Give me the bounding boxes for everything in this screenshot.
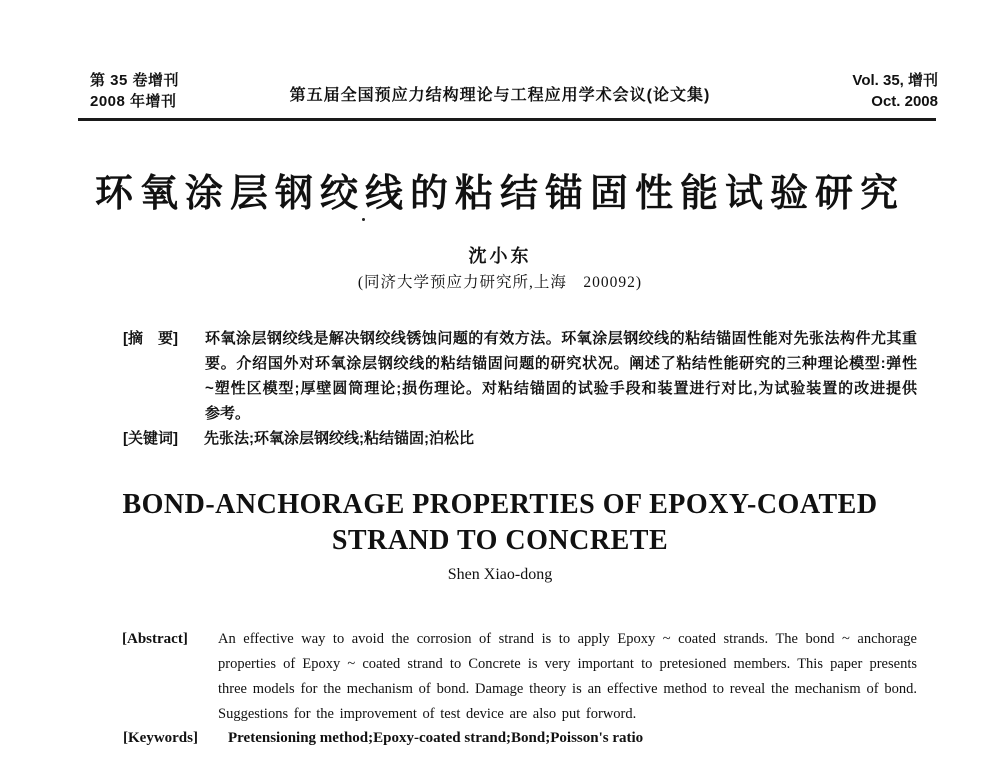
scan-artifact-dot [362, 218, 365, 221]
volume-line: 第 35 卷增刊 [90, 72, 180, 89]
abstract-line-en: three models for the mechanism of bond. Damage theory is an effective method to reveal the mechanism of bond. [218, 681, 917, 697]
header-divider [78, 118, 936, 121]
paper-title-cn: 环氧涂层钢绞线的粘结锚固性能试验研究 [94, 173, 905, 215]
abstract-line-cn: 要。介绍国外对环氧涂层钢绞线的粘结锚固问题的研究状况。阐述了粘结性能研究的三种理论模型:弹性 [205, 355, 917, 372]
keywords-label-en: [Keywords] [123, 730, 198, 746]
paper-title-en-line1: BOND-ANCHORAGE PROPERTIES OF EPOXY-COATED [122, 489, 878, 520]
author-en: Shen Xiao-dong [447, 566, 553, 583]
journal-volume-left [90, 70, 179, 112]
abstract-line-en: Suggestions for the improvement of test device are also put forword. [218, 706, 637, 722]
abstract-line-en: An effective way to avoid the corrosion of strand is to apply Epoxy ~ coated strands. The bond ~ anchorage [218, 631, 917, 647]
abstract-line-cn: 参考。 [205, 405, 251, 422]
abstract-line-cn: 环氧涂层钢绞线是解决钢绞线锈蚀问题的有效方法。环氧涂层钢绞线的粘结锚固性能对先张法构件尤其重 [205, 330, 917, 347]
volume-line-en: Vol. 35, 增刊 [852, 72, 938, 89]
abstract-label-cn: [摘 要] [123, 330, 178, 347]
year-line: 2008 年增刊 [90, 93, 177, 110]
abstract-line-en: properties of Epoxy ~ coated strand to Concrete is very important to pretesioned members. This paper presents [218, 656, 917, 672]
abstract-label-en: [Abstract] [122, 631, 188, 647]
paper-title-en-line2: STRAND TO CONCRETE [331, 525, 669, 556]
affiliation-cn: (同济大学预应力研究所,上海 200092) [357, 274, 643, 291]
keywords-en: Pretensioning method;Epoxy-coated strand;Bond;Poisson's ratio [228, 730, 644, 746]
conference-title: 第五届全国预应力结构理论与工程应用学术会议(论文集) [289, 87, 711, 104]
abstract-line-cn: ~塑性区模型;厚壁圆筒理论;损伤理论。对粘结锚固的试验手段和装置进行对比,为试验装置的改进提供 [205, 380, 917, 397]
keywords-label-cn: [关键词] [123, 430, 178, 447]
journal-volume-right [852, 70, 938, 112]
author-cn: 沈小东 [468, 246, 532, 266]
date-line-en: Oct. 2008 [871, 93, 938, 110]
keywords-cn: 先张法;环氧涂层钢绞线;粘结锚固;泊松比 [204, 430, 474, 447]
